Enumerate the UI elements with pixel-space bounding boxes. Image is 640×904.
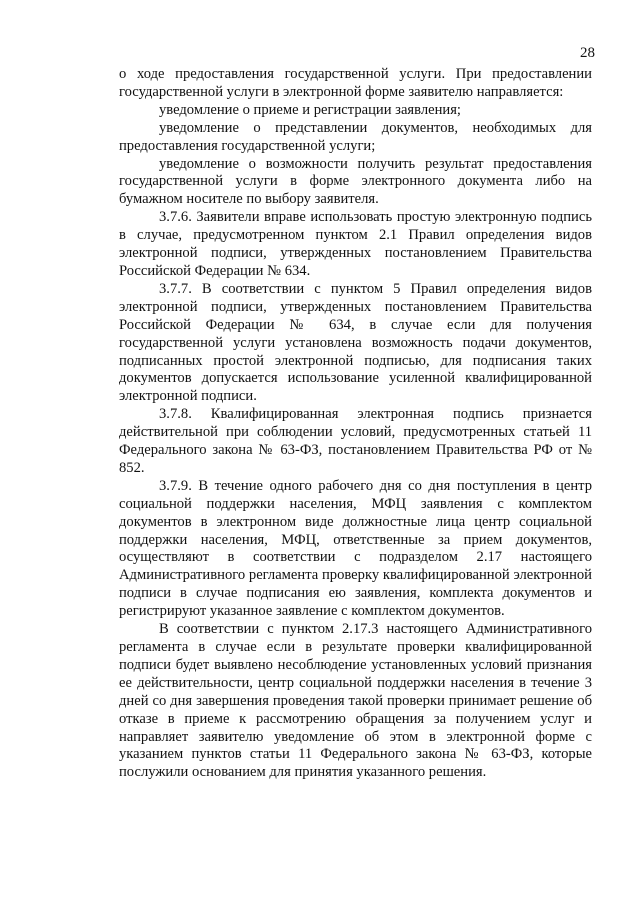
paragraph: уведомление о приеме и регистрации заявления; xyxy=(159,101,461,118)
paragraph: 3.7.7. В соответствии с пунктом 5 Правил определения видов электронной подписи, утвержденных постановлением Правительства Российской Федерации № 634, в случае если для получения государственной услуги установлена возможность подачи документов, подписанных простой электронной подписью, для подписания таких документов допускается использование усиленной квалифицированной электронной подписи. xyxy=(119,280,592,405)
page-number: 28 xyxy=(580,45,595,61)
paragraph: о ходе предоставления государственной услуги. При предоставлении государственной услуги в электронной форме заявителю направляется: xyxy=(119,66,592,100)
paragraph: уведомление о возможности получить результат предоставления государственной услуги в форме электронного документа либо на бумажном носителе по выбору заявителя. xyxy=(119,155,592,208)
paragraph: уведомление о представлении документов, необходимых для предоставления государственной услуги; xyxy=(119,119,592,154)
document-body xyxy=(119,66,592,782)
paragraph: В соответствии с пунктом 2.17.3 настоящего Административного регламента в случае если в результате проверки квалифицированной подписи будет выявлено несоблюдение установленных условий признания ее действительности, центр социальной поддержки населения в течение 3 дней со дня завершения проведения такой проверки принимает решение об отказе в приеме к рассмотрению обращения за получением услуг и направляет заявителю уведомление об этом в электронной форме с указанием пунктов статьи 11 Федерального закона № 63-ФЗ, которые послужили основанием для принятия указанного решения. xyxy=(119,621,592,781)
paragraph: 3.7.6. Заявители вправе использовать простую электронную подпись в случае, предусмотренном пунктом 2.1 Правил определения видов электронной подписи, утвержденных постановлением Правительства Российской Федерации № 634. xyxy=(119,209,592,279)
paragraph: 3.7.9. В течение одного рабочего дня со дня поступления в центр социальной поддержки населения, МФЦ заявления с комплектом документов в электронном виде должностные лица центр социальной поддержки населения, МФЦ, ответственные за прием документов, осуществляют в соответствии с подразделом 2.17 настоящего Административного регламента проверку квалифицированной электронной подписи в случае подписания ею заявления, комплекта документов и регистрируют указанное заявление с комплектом документов. xyxy=(119,477,592,620)
paragraph: 3.7.8. Квалифицированная электронная подпись признается действительной при соблюдении условий, предусмотренных статьей 11 Федерального закона № 63-ФЗ, постановлением Правительства РФ от № 852. xyxy=(119,406,592,476)
